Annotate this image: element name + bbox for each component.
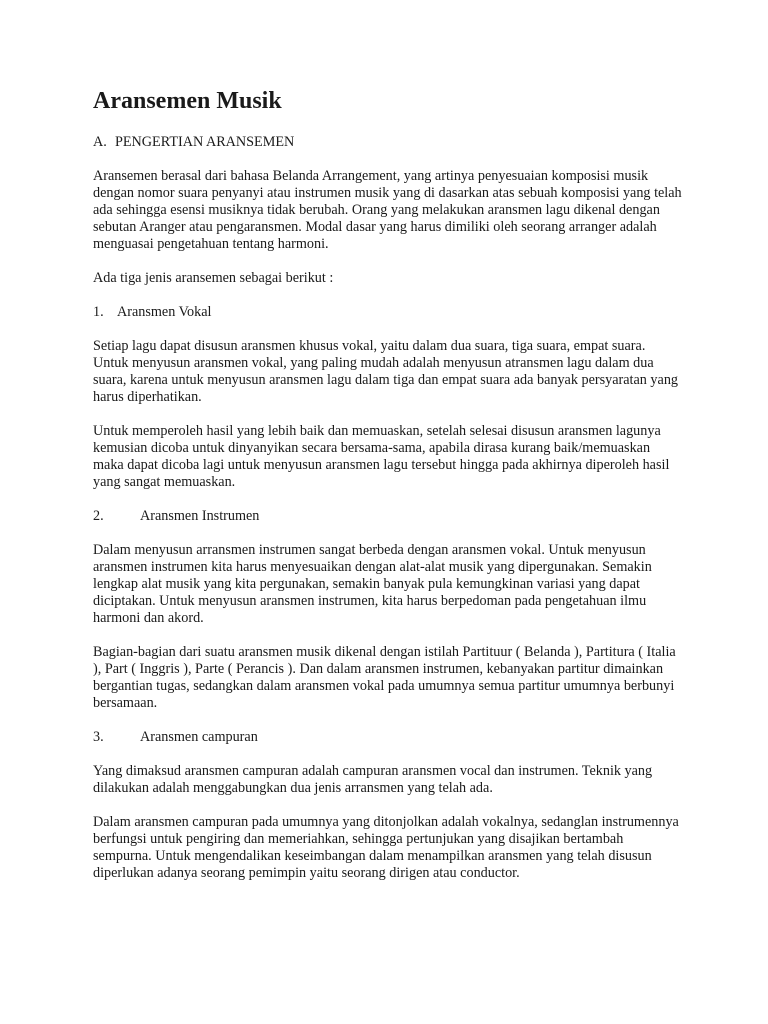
paragraph-instrumen-2: Bagian-bagian dari suatu aransmen musik dikenal dengan istilah Partituur ( Belanda ), Partitura ( Italia ), Part ( Inggris ), Parte ( Perancis ). Dan dalam aransmen instrumen, kebanyakan partitur dimainkan bergantian tugas, sedangkan dalam aransmen vokal pada umumnya semua partitur umumnya berbunyi bersamaan. (93, 644, 676, 711)
item-instrumen-heading (93, 508, 683, 525)
paragraph-types-intro: Ada tiga jenis aransemen sebagai berikut : (93, 270, 334, 286)
item-campuran-heading (93, 729, 683, 746)
paragraph-campuran-2: Dalam aransmen campuran pada umumnya yang ditonjolkan adalah vokalnya, sedanglan instrumennya berfungsi untuk pengiring dan memeriahkan, sehingga pertunjukan yang disajikan bertambah sempurna. Untuk mengendalikan keseimbangan dalam menampilkan aransmen yang telah disusun diperlukan adanya seorang pemimpin yaitu seorang dirigen atau conductor. (93, 814, 679, 881)
item-campuran-label: Aransmen campuran (140, 729, 258, 745)
document-title: Aransemen Musik (93, 88, 282, 114)
paragraph-vokal-1: Setiap lagu dapat disusun aransmen khusus vokal, yaitu dalam dua suara, tiga suara, empat suara. Untuk menyusun aransmen vokal, yang paling mudah adalah menyusun atransmen lagu dalam dua suara, karena untuk menyusun aransmen lagu dalam tiga dan empat suara ada banyak persyaratan yang harus diperhatikan. (93, 338, 679, 405)
document-body (93, 86, 683, 899)
section-a-heading (93, 134, 683, 151)
paragraph-instrumen-1: Dalam menyusun arransmen instrumen sangat berbeda dengan aransmen vokal. Untuk menyusun aransmen instrumen kita harus menyesuaikan dengan alat-alat musik yang dipergunakan. Semakin lengkap alat musik yang kita pergunakan, semakin banyak pula kemungkinan variasi yang dapat diciptakan. Untuk menyusun aransmen instrumen, kita harus berpedoman pada pengetahuan ilmu harmoni dan akord. (93, 542, 652, 626)
paragraph-vokal-2: Untuk memperoleh hasil yang lebih baik dan memuaskan, setelah selesai disusun aransmen lagunya kemusian dicoba untuk dinyanyikan secara bersama-sama, apabila dirasa kurang baik/memuaskan maka dapat dicoba lagi untuk menyusun aransmen lagu tersebut hingga pada akhirnya diperoleh hasil yang sangat memuaskan. (93, 423, 670, 490)
item-vokal-label: Aransmen Vokal (117, 304, 212, 320)
paragraph-intro: Aransemen berasal dari bahasa Belanda Arrangement, yang artinya penyesuaian komposisi musik dengan nomor suara penyanyi atau instrumen musik yang di dasarkan atas sebuah komposisi yang telah ada sehingga esensi musiknya tidak berubah. Orang yang melakukan aransmen lagu dikenal dengan sebutan Aranger atau pengaransmen. Modal dasar yang harus dimiliki oleh seorang arranger adalah menguasai pengetahuan tentang harmoni. (93, 168, 682, 252)
item-instrumen-label: Aransmen Instrumen (140, 508, 260, 524)
section-a-marker: A. (93, 134, 107, 150)
item-vokal-number: 1. (93, 304, 104, 320)
section-a-label: PENGERTIAN ARANSEMEN (115, 134, 295, 150)
item-instrumen-number: 2. (93, 508, 104, 524)
item-campuran-number: 3. (93, 729, 104, 745)
paragraph-campuran-1: Yang dimaksud aransmen campuran adalah campuran aransmen vocal dan instrumen. Teknik yang dilakukan adalah menggabungkan dua jenis arransmen yang telah ada. (93, 763, 653, 796)
item-vokal-heading (93, 304, 683, 321)
